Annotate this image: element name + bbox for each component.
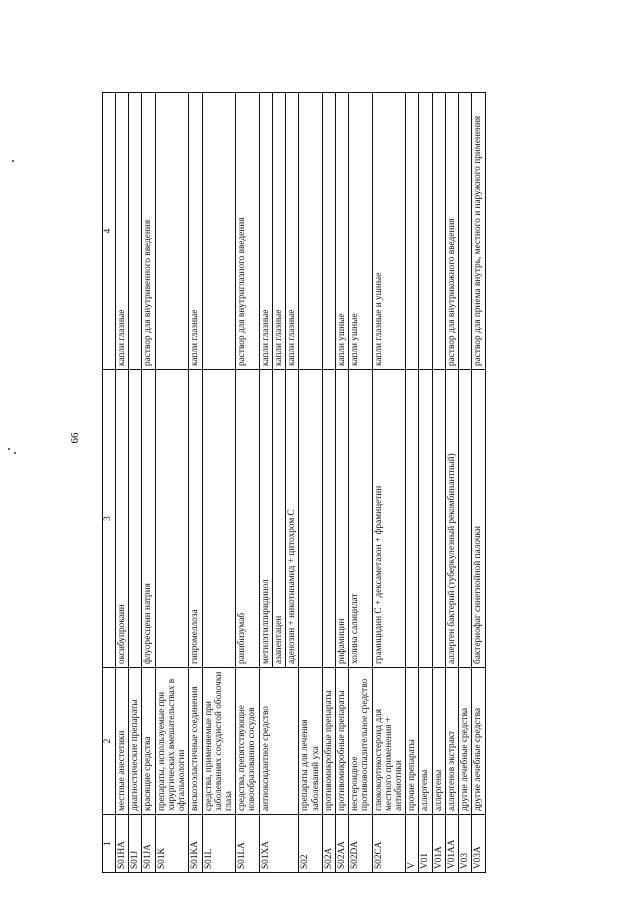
drug-name-cell: флуоресцеин натрия [142, 370, 155, 668]
table-row [189, 93, 202, 873]
table-row [202, 93, 236, 873]
table-row [236, 93, 259, 873]
dosage-form-cell: раствор для внутриглазного введения [236, 93, 259, 370]
dosage-form-cell [459, 93, 472, 370]
drug-name-cell: грамицидин С + дексаметазон + фрамицетин [372, 370, 406, 668]
group-name-cell: вискозоэластичные соединения [189, 668, 202, 815]
table-row [349, 93, 372, 873]
scan-speck [12, 160, 14, 162]
dosage-form-cell: раствор для внутрикожного введения [445, 93, 458, 370]
group-name-cell: препараты, используемые при хирургических вмешательствах в офтальмологии [155, 668, 189, 815]
group-name-cell: другие лечебные средства [459, 668, 472, 815]
drug-name-cell: рифамицин [335, 370, 348, 668]
atc-code-cell: V01AA [445, 815, 458, 873]
dosage-form-cell: капли глазные [116, 93, 129, 370]
drug-name-cell: гипромеллоза [189, 370, 202, 668]
header-col-2: 2 [103, 668, 116, 815]
group-name-cell: другие лечебные средства [472, 668, 485, 815]
drug-name-cell: оксибупрокаин [116, 370, 129, 668]
drug-name-cell: аллерген бактерий (туберкулезный рекомбинантный) [445, 370, 458, 668]
group-name-cell: аллергены [419, 668, 432, 815]
dosage-form-cell: капли глазные [189, 93, 202, 370]
dosage-form-cell [129, 93, 142, 370]
group-name-cell: антиоксидантное средство [259, 668, 299, 815]
table-row [299, 93, 322, 873]
atc-code-cell: S01XA [259, 815, 299, 873]
dosage-form-cell: капли ушные [349, 93, 372, 370]
dosage-form-cell [202, 93, 236, 370]
drug-name-cell [432, 370, 445, 668]
table-row [472, 93, 485, 873]
table-row [142, 93, 155, 873]
group-name-cell: противомикробные препараты [322, 668, 335, 815]
rotated-page-content [102, 93, 592, 873]
group-name-cell: препараты для лечения заболеваний уха [299, 668, 322, 815]
group-name-cell: красящие средства [142, 668, 155, 815]
table-row [459, 93, 472, 873]
atc-code-cell: S01HA [116, 815, 129, 873]
dosage-form-cell: раствор для приема внутрь, местного и наружного применения [472, 93, 485, 370]
atc-code-cell: S02CA [372, 815, 406, 873]
group-name-cell: прочие препараты [406, 668, 419, 815]
scan-speck [14, 452, 16, 454]
table-row [155, 93, 189, 873]
dosage-form-cell: капли глазные [286, 93, 299, 370]
group-name-cell: глюкокортикостероид для местного применения + антибиотики [372, 668, 406, 815]
group-name-cell: средства, препятствующие новообразованию сосудов [236, 668, 259, 815]
group-name-cell: нестероидное противовоспалительное средство [349, 668, 372, 815]
header-col-4: 4 [103, 93, 116, 370]
atc-code-cell: S02A [322, 815, 335, 873]
group-name-cell: местные анестетики [116, 668, 129, 815]
drug-name-cell [322, 370, 335, 668]
dosage-form-cell [322, 93, 335, 370]
table-header-row [103, 93, 116, 873]
group-name-cell: диагностические препараты [129, 668, 142, 815]
atc-code-cell: V03A [472, 815, 485, 873]
table-row [129, 93, 142, 873]
drug-table [102, 92, 486, 873]
drug-name-cell: ранибизумаб [236, 370, 259, 668]
drug-name-cell: азапентацен [272, 370, 285, 668]
drug-name-cell [202, 370, 236, 668]
table-row [259, 93, 272, 873]
dosage-form-cell [419, 93, 432, 370]
dosage-form-cell [155, 93, 189, 370]
atc-code-cell: S01K [155, 815, 189, 873]
dosage-form-cell [406, 93, 419, 370]
atc-code-cell: S02DA [349, 815, 372, 873]
drug-name-cell [419, 370, 432, 668]
atc-code-cell: S01L [202, 815, 236, 873]
drug-name-cell: аденозин + никотинамид + цитохром С [286, 370, 299, 668]
table-row [445, 93, 458, 873]
header-col-1: 1 [103, 815, 116, 873]
drug-name-cell: холина салицилат [349, 370, 372, 668]
drug-name-cell [299, 370, 322, 668]
dosage-form-cell [432, 93, 445, 370]
atc-code-cell: V [406, 815, 419, 873]
atc-code-cell: S01J [129, 815, 142, 873]
atc-code-cell: S01KA [189, 815, 202, 873]
drug-name-cell [155, 370, 189, 668]
table-body [116, 93, 486, 873]
dosage-form-cell: капли глазные и ушные [372, 93, 406, 370]
drug-name-cell: бактериофаг синегнойной палочки [472, 370, 485, 668]
dosage-form-cell: капли глазные [272, 93, 285, 370]
atc-code-cell: S02 [299, 815, 322, 873]
atc-code-cell: V03 [459, 815, 472, 873]
group-name-cell: противомикробные препараты [335, 668, 348, 815]
dosage-form-cell: раствор для внутривенного введения [142, 93, 155, 370]
group-name-cell: аллергены [432, 668, 445, 815]
dosage-form-cell: капли ушные [335, 93, 348, 370]
atc-code-cell: S01JA [142, 815, 155, 873]
group-name-cell: аллергенов экстракт [445, 668, 458, 815]
atc-code-cell: S02AA [335, 815, 348, 873]
table-row [335, 93, 348, 873]
group-name-cell: средства, применяемые при заболеваниях сосудистой оболочки глаза [202, 668, 236, 815]
drug-name-cell [406, 370, 419, 668]
drug-name-cell [459, 370, 472, 668]
dosage-form-cell: капли глазные [259, 93, 272, 370]
table-row [406, 93, 419, 873]
atc-code-cell: V01A [432, 815, 445, 873]
drug-name-cell: метилэтилпиридинол [259, 370, 272, 668]
scan-speck [8, 448, 10, 450]
atc-code-cell: S01LA [236, 815, 259, 873]
table-row [372, 93, 406, 873]
page-number: 66 [69, 432, 81, 444]
atc-code-cell: V01 [419, 815, 432, 873]
dosage-form-cell [299, 93, 322, 370]
header-col-3: 3 [103, 370, 116, 668]
table-row [322, 93, 335, 873]
table-row [419, 93, 432, 873]
table-row [432, 93, 445, 873]
drug-name-cell [129, 370, 142, 668]
table-row [116, 93, 129, 873]
